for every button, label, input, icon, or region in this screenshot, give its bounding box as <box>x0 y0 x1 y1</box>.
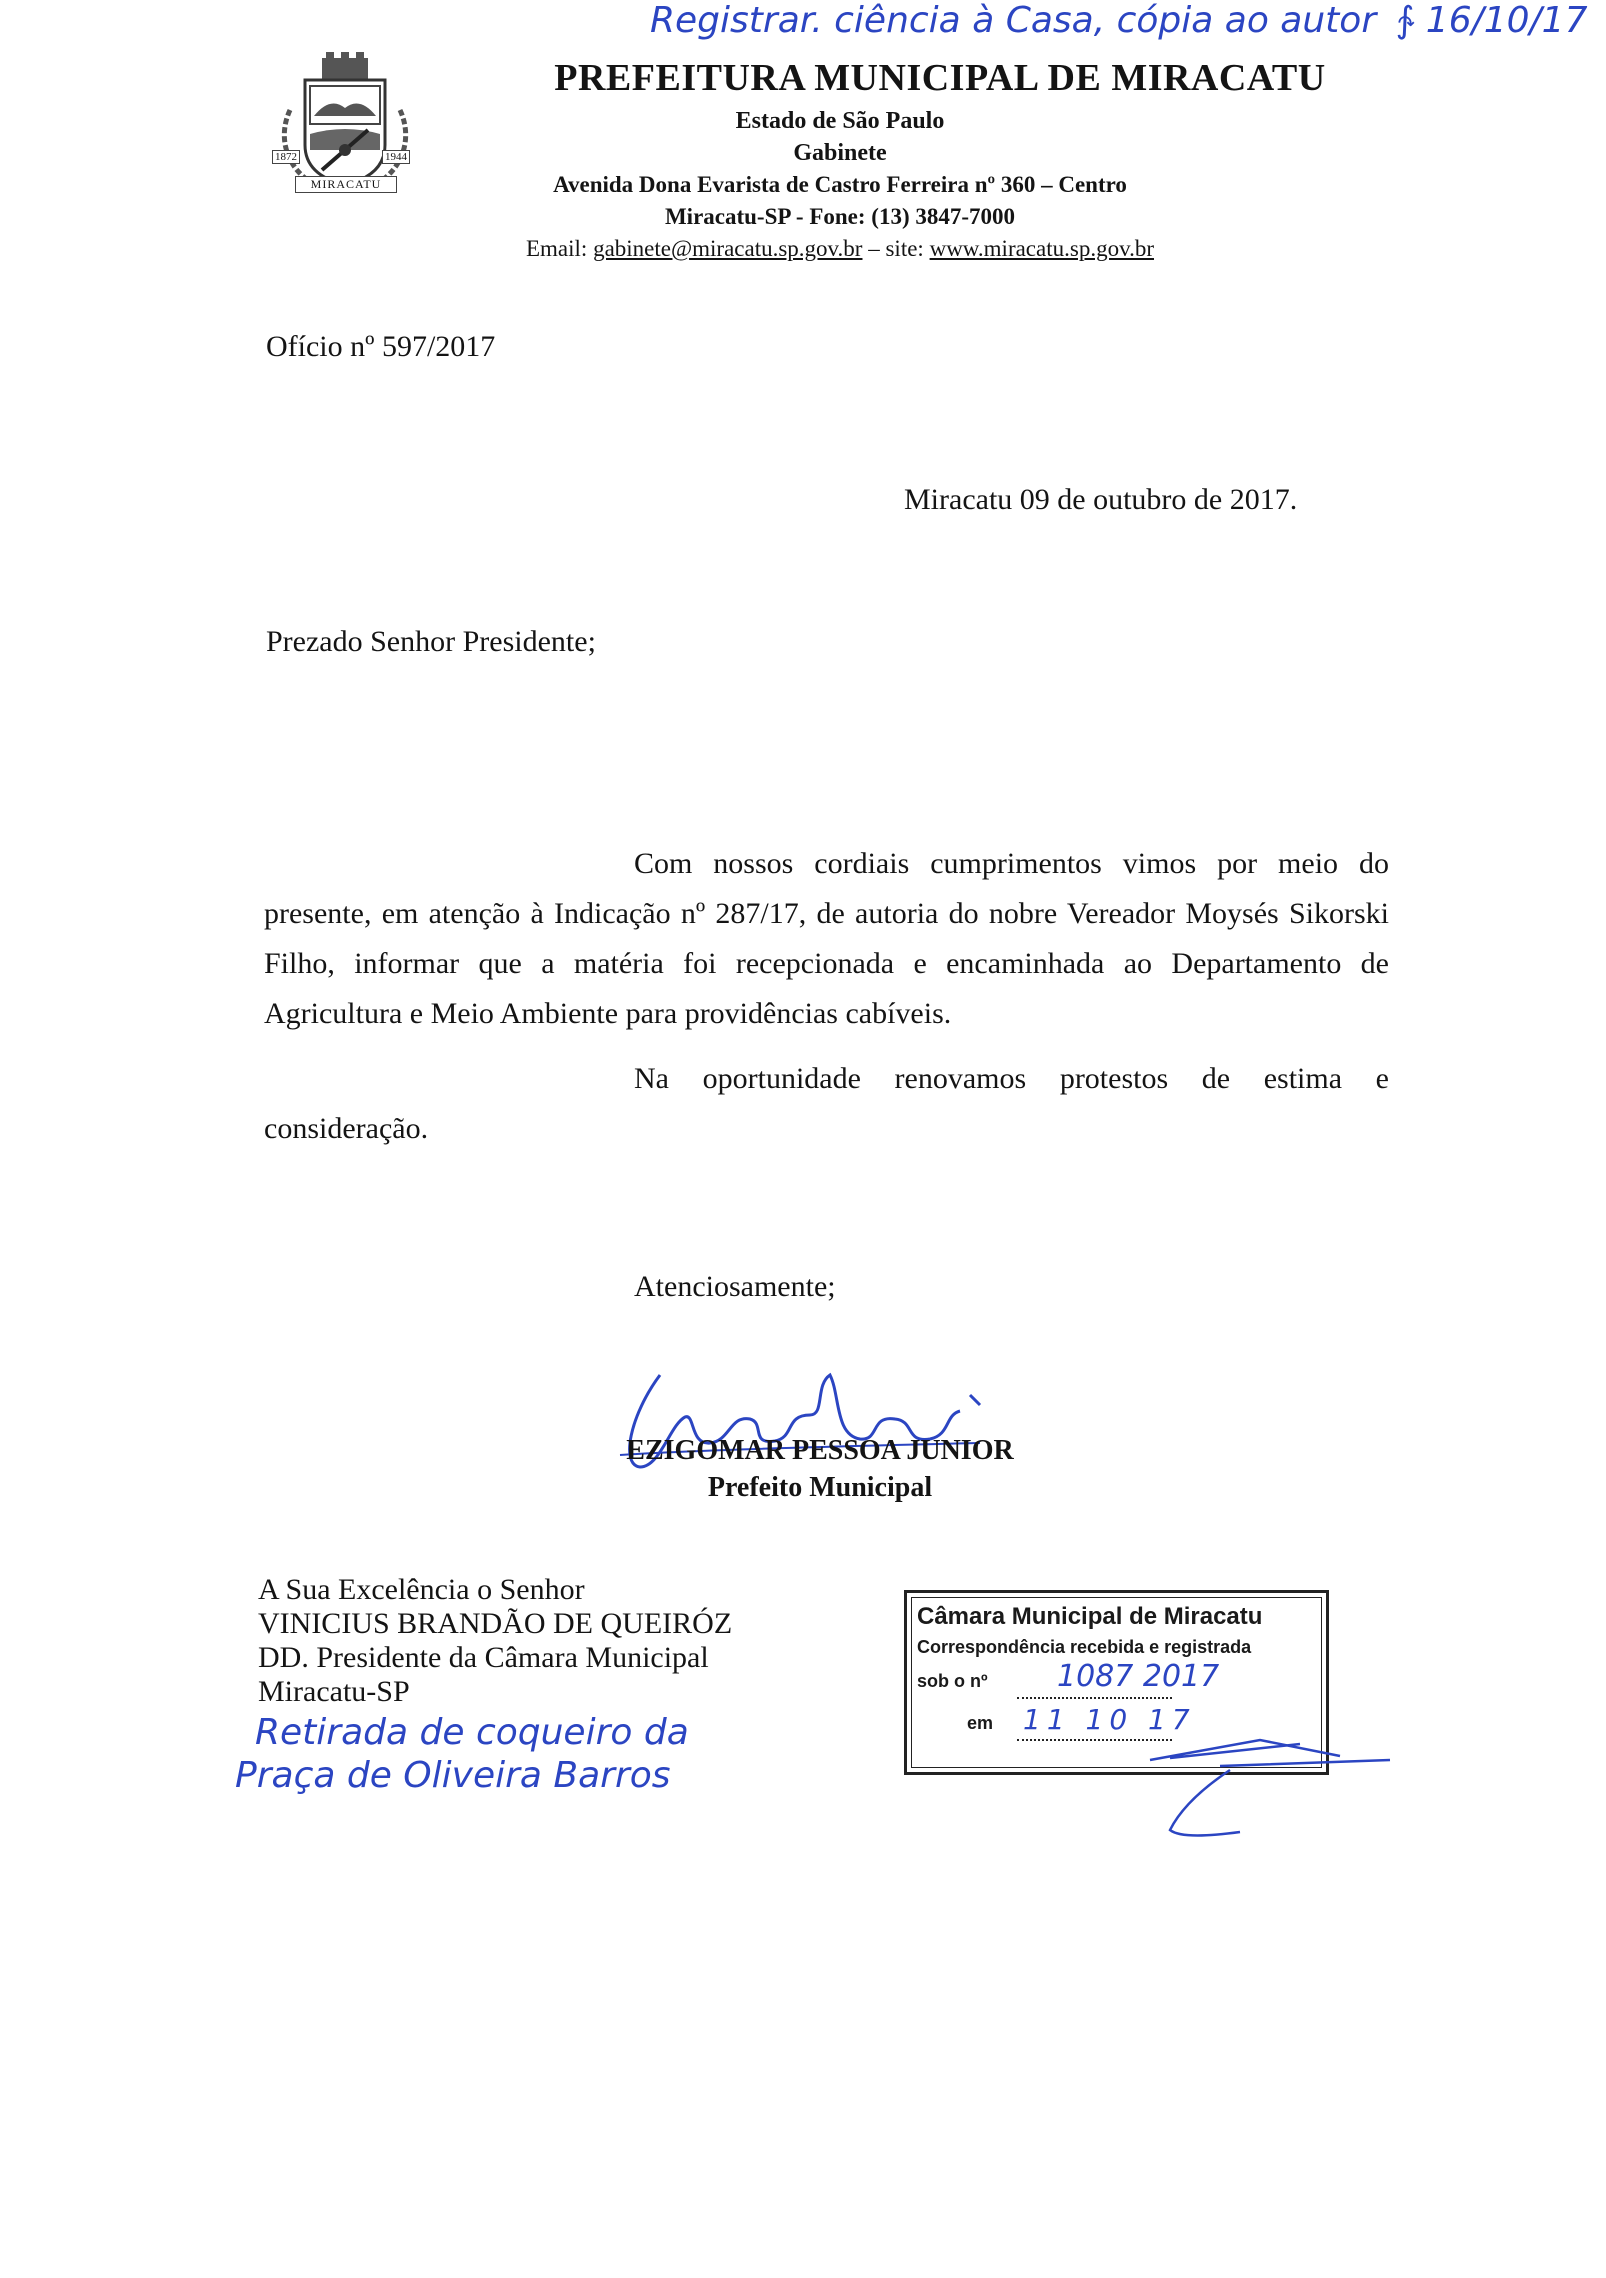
annotation-date: 16/10/17 <box>1425 0 1588 41</box>
signatory-name: EZIGOMAR PESSOA JUNIOR <box>626 1435 1014 1466</box>
closing: Atenciosamente; <box>634 1270 836 1303</box>
body-paragraph-2: Na oportunidade renovamos protestos de estima e consideração. <box>264 1062 1389 1145</box>
header-block <box>460 56 1420 100</box>
recipient-line-2: VINICIUS BRANDÃO DE QUEIRÓZ <box>258 1607 733 1640</box>
header-address: Avenida Dona Evarista de Castro Ferreira nº 360 – Centro <box>553 172 1127 197</box>
crest-year-left: 1872 <box>272 150 300 164</box>
municipal-crest <box>270 50 420 200</box>
stamp-title: Câmara Municipal de Miracatu <box>917 1603 1263 1630</box>
recipient-line-1: A Sua Excelência o Senhor <box>258 1573 585 1606</box>
annotation-text: Registrar. ciência à Casa, cópia ao autor <box>650 0 1377 41</box>
annotation-initials: ∱ <box>1395 0 1415 41</box>
handwritten-subject-line-2: Praça de Oliveira Barros <box>235 1755 671 1796</box>
signatory-role: Prefeito Municipal <box>707 1472 933 1503</box>
body-paragraph-1: Com nossos cordiais cumprimentos vimos por meio do presente, em atenção à Indicação nº 287/17, de autoria do nobre Vereador Moysés Sikorski Filho, informar que a matéria foi recepcionada e encaminhada ao Departamento de Agricultura e Meio Ambiente para providências cabíveis. <box>264 847 1389 1030</box>
handwritten-annotation-top <box>650 0 1587 41</box>
stamp-subtitle: Correspondência recebida e registrada <box>917 1637 1252 1657</box>
email-link[interactable]: gabinete@miracatu.sp.gov.br <box>593 236 863 261</box>
stamp-date-value: 11 10 17 <box>1023 1703 1196 1736</box>
recipient-block <box>258 1573 732 1709</box>
crest-ribbon: MIRACATU <box>295 176 397 193</box>
stamp-number-label: sob o nº <box>917 1671 988 1691</box>
municipality-title: PREFEITURA MUNICIPAL DE MIRACATU <box>554 57 1326 99</box>
header-office: Gabinete <box>793 140 887 166</box>
recipient-line-3: DD. Presidente da Câmara Municipal <box>258 1641 709 1674</box>
recipient-line-4: Miracatu-SP <box>258 1675 410 1708</box>
stamp-date-label: em <box>967 1713 994 1733</box>
stamp-number-value: 1087 2017 <box>1057 1659 1220 1694</box>
place-date: Miracatu 09 de outubro de 2017. <box>904 483 1298 516</box>
header-state: Estado de São Paulo <box>735 108 945 134</box>
site-label: – site: <box>868 236 924 261</box>
site-link[interactable]: www.miracatu.sp.gov.br <box>929 236 1154 261</box>
letter-number: Ofício nº 597/2017 <box>266 330 496 363</box>
email-label: Email: <box>525 236 588 261</box>
salutation: Prezado Senhor Presidente; <box>266 625 596 658</box>
stamp-initials-scribble <box>1140 1700 1400 1850</box>
handwritten-subject-line-1: Retirada de coqueiro da <box>255 1712 689 1753</box>
header-city-phone: Miracatu-SP - Fone: (13) 3847-7000 <box>664 204 1016 229</box>
header-contact-line <box>440 236 1240 262</box>
crest-year-right: 1944 <box>382 150 410 164</box>
